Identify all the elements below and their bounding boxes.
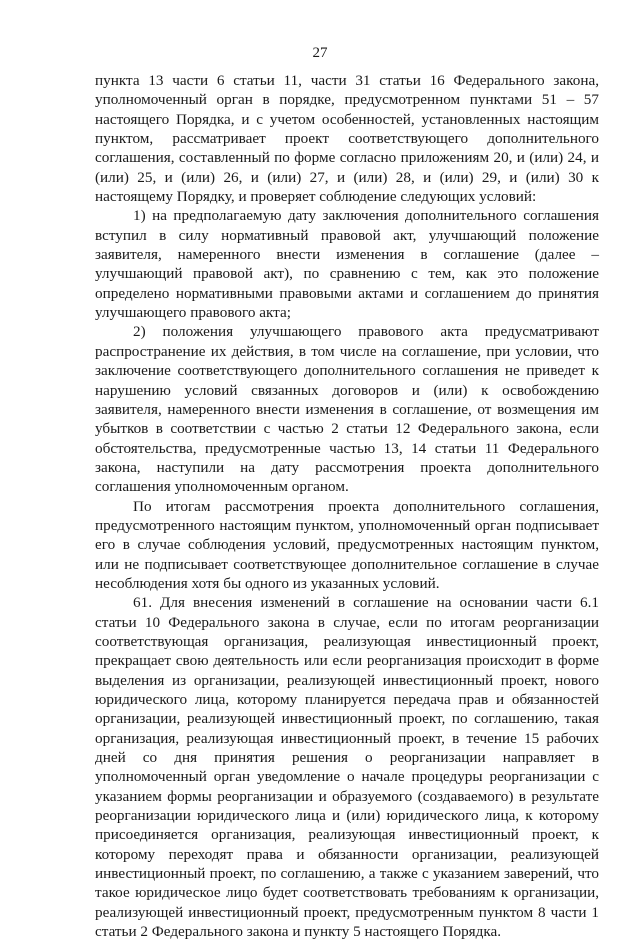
paragraph-condition-2: 2) положения улучшающего правового акта предусматривают распространение их действия, в том числе на соглашение, при условии, что заключение соответствующего дополнительного соглашения не приведет к нарушению условий связанных договоров и (или) к освобождению заявителя, намеренного внести изменения в соглашение, от возмещения им убытков в соответствии с частью 2 статьи 12 Федерального закона, если обстоятельства, предусмотренные частью 13, 14 статьи 11 Федерального закона, наступили на дату рассмотрения проекта дополнительного соглашения уполномоченным органом. — [95, 323, 599, 496]
page-number: 27 — [312, 45, 328, 61]
paragraph-condition-1: 1) на предполагаемую дату заключения дополнительного соглашения вступил в силу нормативный правовой акт, улучшающий положение заявителя, намеренного внести изменения в соглашение (далее – улучшающий правовой акт), по сравнению с тем, как это положение определено нормативными правовыми актами и соглашением до принятия улучшающего правового акта; — [95, 207, 599, 322]
paragraph-review-outcome: По итогам рассмотрения проекта дополнительного соглашения, предусмотренного настоящим пунктом, уполномоченный орган подписывает его в случае соблюдения условий, предусмотренных настоящим пунктом, или не подписывает соответствующее дополнительное соглашение в случае несоблюдения хотя бы одного из указанных условий. — [95, 497, 599, 592]
document-body — [95, 71, 599, 941]
paragraph-clause-61: 61. Для внесения изменений в соглашение на основании части 6.1 статьи 10 Федерального закона в случае, если по итогам реорганизации соответствующая организация, реализующая инвестиционный проект, прекращает свою деятельность или если реорганизация происходит в форме выделения из организации, реализующей инвестиционный проект, нового юридического лица, которому планируется передача прав и обязанностей организации, реализующей инвестиционный проект, по соглашению, такая организация, реализующая инвестиционный проект, в течение 15 рабочих дней со дня принятия решения о реорганизации направляет в уполномоченный орган уведомление о начале процедуры реорганизации с указанием формы реорганизации и образуемого (создаваемого) в результате реорганизации юридического лица и (или) юридического лица, к которому присоединяется организация, реализующая инвестиционный проект, к которому переходят права и обязанности организации, реализующей инвестиционный проект, по соглашению, а также с указанием заверений, что такое юридическое лицо будет соответствовать требованиям к организации, реализующей инвестиционный проект, предусмотренным пунктом 8 части 1 статьи 2 Федерального закона и пункту 5 настоящего Порядка. — [95, 594, 599, 941]
paragraph-continuation: пункта 13 части 6 статьи 11, части 31 статьи 16 Федерального закона, уполномоченный орган в порядке, предусмотренном пунктами 51 – 57 настоящего Порядка, и с учетом особенностей, установленных настоящим пунктом, рассматривает проект соответствующего дополнительного соглашения, составленный по форме согласно приложениям 20, и (или) 24, и (или) 25, и (или) 26, и (или) 27, и (или) 28, и (или) 29, и (или) 30 к настоящему Порядку, и проверяет соблюдение следующих условий: — [95, 72, 599, 206]
